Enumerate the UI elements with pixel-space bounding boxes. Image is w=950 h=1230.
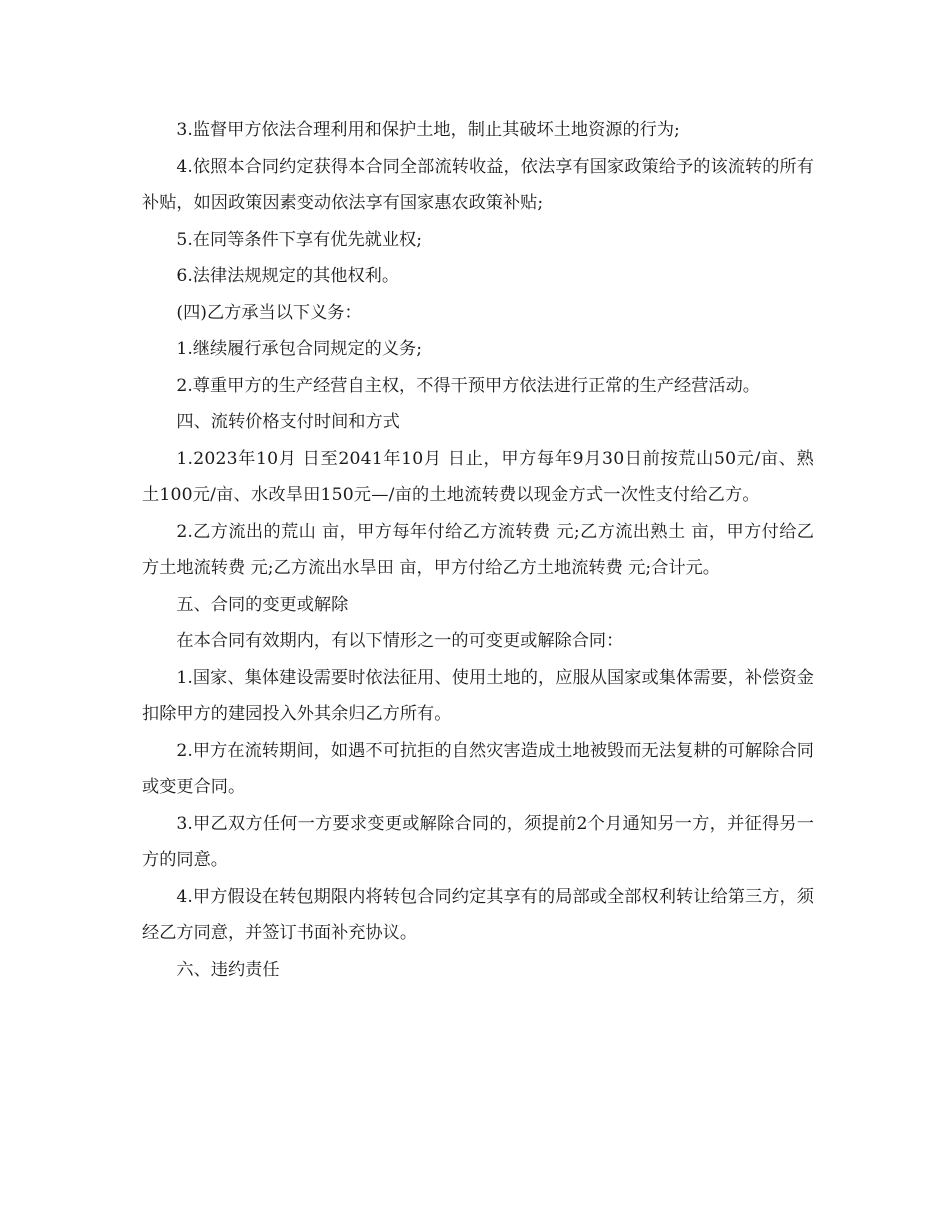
paragraph-obligation-2: 2.尊重甲方的生产经营自主权，不得干预甲方依法进行正常的生产经营活动。 [176, 375, 760, 396]
document-body [142, 112, 814, 988]
paragraph-change-intro: 在本合同有效期内，有以下情形之一的可变更或解除合同： [176, 631, 624, 651]
paragraph-right-3: 3.监督甲方依法合理利用和保护土地，制止其破坏土地资源的行为; [176, 120, 680, 140]
paragraph-change-2: 2.甲方在流转期间，如遇不可抗拒的自然灾害造成土地被毁而无法复耕的可解除合同或变更合同。 [142, 740, 814, 797]
paragraph-change-3: 3.甲乙双方任何一方要求变更或解除合同的，须提前2个月通知另一方，并征得另一方的同意。 [142, 813, 814, 870]
paragraph-right-6: 6.法律法规规定的其他权利。 [176, 266, 400, 286]
paragraph-change-1: 1.国家、集体建设需要时依法征用、使用土地的，应服从国家或集体需要，补偿资金扣除甲方的建园投入外其余归乙方所有。 [142, 667, 814, 724]
paragraph-payment-1: 1.2023年10月 日至2041年10月 日止，甲方每年9月30日前按荒山50元/亩、熟土100元/亩、水改旱田150元—/亩的土地流转费以现金方式一次性支付给乙方。 [142, 448, 814, 505]
section-heading-obligations: (四)乙方承当以下义务： [176, 302, 362, 323]
section-heading-change: 五、合同的变更或解除 [176, 594, 349, 615]
paragraph-right-4: 4.依照本合同约定获得本合同全部流转收益，依法享有国家政策给予的该流转的所有补贴，如因政策因素变动依法享有国家惠农政策补贴; [142, 156, 814, 213]
section-heading-payment: 四、流转价格支付时间和方式 [176, 412, 400, 432]
paragraph-payment-2: 2.乙方流出的荒山 亩，甲方每年付给乙方流转费 元;乙方流出熟土 亩，甲方付给乙方土地流转费 元;乙方流出水旱田 亩，甲方付给乙方土地流转费 元;合计元。 [142, 521, 814, 578]
paragraph-right-5: 5.在同等条件下享有优先就业权; [176, 229, 423, 250]
paragraph-change-4: 4.甲方假设在转包期限内将转包合同约定其享有的局部或全部权利转让给第三方，须经乙方同意，并签订书面补充协议。 [142, 886, 814, 943]
paragraph-obligation-1: 1.继续履行承包合同规定的义务; [176, 339, 423, 359]
section-heading-liability: 六、违约责任 [176, 959, 280, 980]
